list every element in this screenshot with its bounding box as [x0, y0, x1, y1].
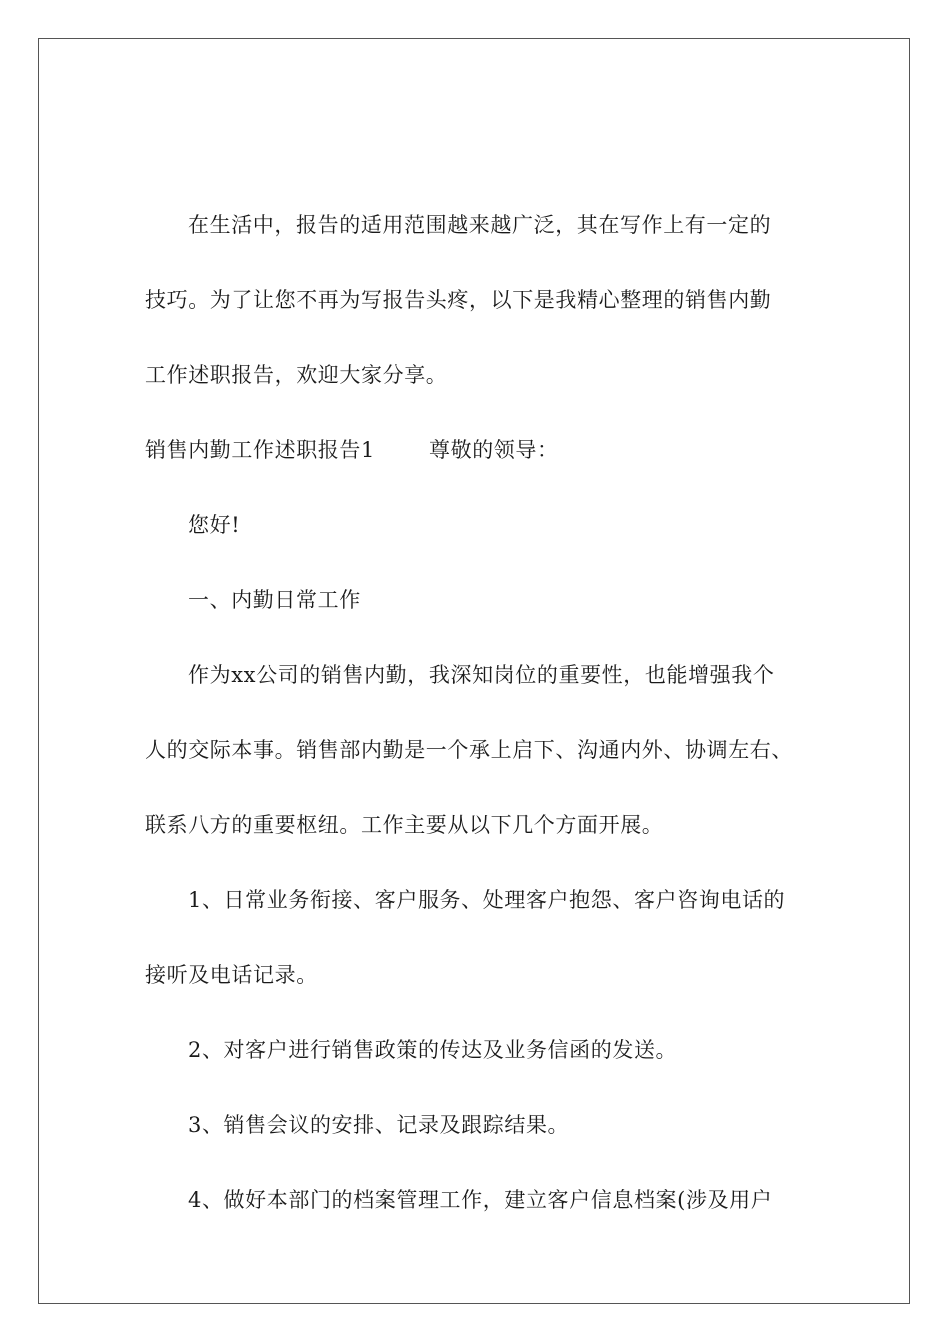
section-heading: 一、内勤日常工作 [188, 588, 361, 612]
list-item-1-line-2: 接听及电话记录。 [145, 963, 318, 987]
greeting: 您好! [188, 513, 241, 537]
report-title: 销售内勤工作述职报告1 [145, 438, 375, 462]
list-item-2: 2、对客户进行销售政策的传达及业务信函的发送。 [188, 1038, 678, 1062]
list-item-1-line-1: 1、日常业务衔接、客户服务、处理客户抱怨、客户咨询电话的 [188, 888, 786, 912]
paragraph-line-2: 人的交际本事。销售部内勤是一个承上启下、沟通内外、协调左右、 [145, 738, 793, 762]
intro-line-1: 在生活中，报告的适用范围越来越广泛，其在写作上有一定的 [188, 213, 772, 237]
list-item-4: 4、做好本部门的档案管理工作，建立客户信息档案(涉及用户 [188, 1188, 773, 1212]
salutation: 尊敬的领导： [429, 438, 559, 462]
paragraph-line-3: 联系八方的重要枢纽。工作主要从以下几个方面开展。 [145, 813, 664, 837]
paragraph-line-1: 作为xx公司的销售内勤，我深知岗位的重要性，也能增强我个 [188, 663, 775, 687]
intro-line-3: 工作述职报告，欢迎大家分享。 [145, 363, 448, 387]
intro-line-2: 技巧。为了让您不再为写报告头疼，以下是我精心整理的销售内勤 [145, 288, 772, 312]
list-item-3: 3、销售会议的安排、记录及跟踪结果。 [188, 1113, 570, 1137]
